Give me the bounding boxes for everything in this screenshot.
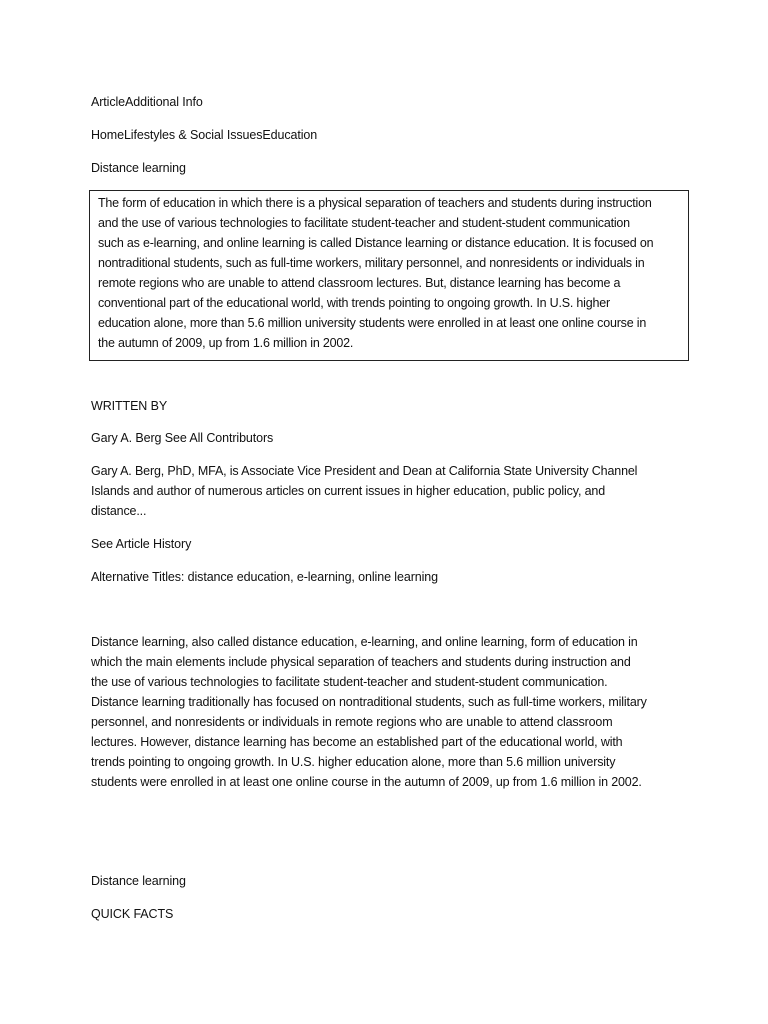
breadcrumb[interactable]: HomeLifestyles & Social IssuesEducation [91,128,318,142]
summary-line: and the use of various technologies to facilitate student-teacher and student-student communication [98,216,630,230]
body-line: which the main elements include physical separation of teachers and students during instruction and [91,655,631,669]
body-line: lectures. However, distance learning has become an established part of the educational world, with [91,735,623,749]
body-line: trends pointing to ongoing growth. In U.S. higher education alone, more than 5.6 million university [91,755,616,769]
bio-line: Islands and author of numerous articles on current issues in higher education, public policy, and [91,484,605,498]
body-line: personnel, and nonresidents or individuals in remote regions who are unable to attend classroom [91,715,613,729]
body-paragraph [91,632,681,792]
body-line: students were enrolled in at least one online course in the autumn of 2009, up from 1.6 million in 2002. [91,775,642,789]
bio-line: Gary A. Berg, PhD, MFA, is Associate Vice President and Dean at California State University Channel [91,464,638,478]
summary-line: The form of education in which there is a physical separation of teachers and students during instruction [98,196,652,210]
summary-line: the autumn of 2009, up from 1.6 million in 2002. [98,336,354,350]
article-tabs-line[interactable]: ArticleAdditional Info [91,95,203,109]
summary-line: remote regions who are unable to attend classroom lectures. But, distance learning has become a [98,276,621,290]
written-by-label: WRITTEN BY [91,399,168,413]
author-bio [91,461,681,521]
summary-text [98,193,684,353]
page-title: Distance learning [91,161,186,175]
summary-line: nontraditional students, such as full-time workers, military personnel, and nonresidents or individuals in [98,256,645,270]
alternative-titles: Alternative Titles: distance education, e-learning, online learning [91,570,438,584]
bio-line: distance... [91,504,147,518]
summary-line: conventional part of the educational world, with trends pointing to ongoing growth. In U.S. higher [98,296,610,310]
body-line: Distance learning, also called distance education, e-learning, and online learning, form of education in [91,635,638,649]
section-title: Distance learning [91,874,186,888]
article-history-link[interactable]: See Article History [91,537,192,551]
summary-line: such as e-learning, and online learning is called Distance learning or distance education. It is focused on [98,236,654,250]
summary-box [89,190,689,361]
quick-facts-heading: QUICK FACTS [91,907,174,921]
body-line: Distance learning traditionally has focused on nontraditional students, such as full-time workers, military [91,695,647,709]
body-line: the use of various technologies to facilitate student-teacher and student-student communication. [91,675,608,689]
summary-line: education alone, more than 5.6 million university students were enrolled in at least one online course in [98,316,647,330]
author-name-link[interactable]: Gary A. Berg See All Contributors [91,431,274,445]
